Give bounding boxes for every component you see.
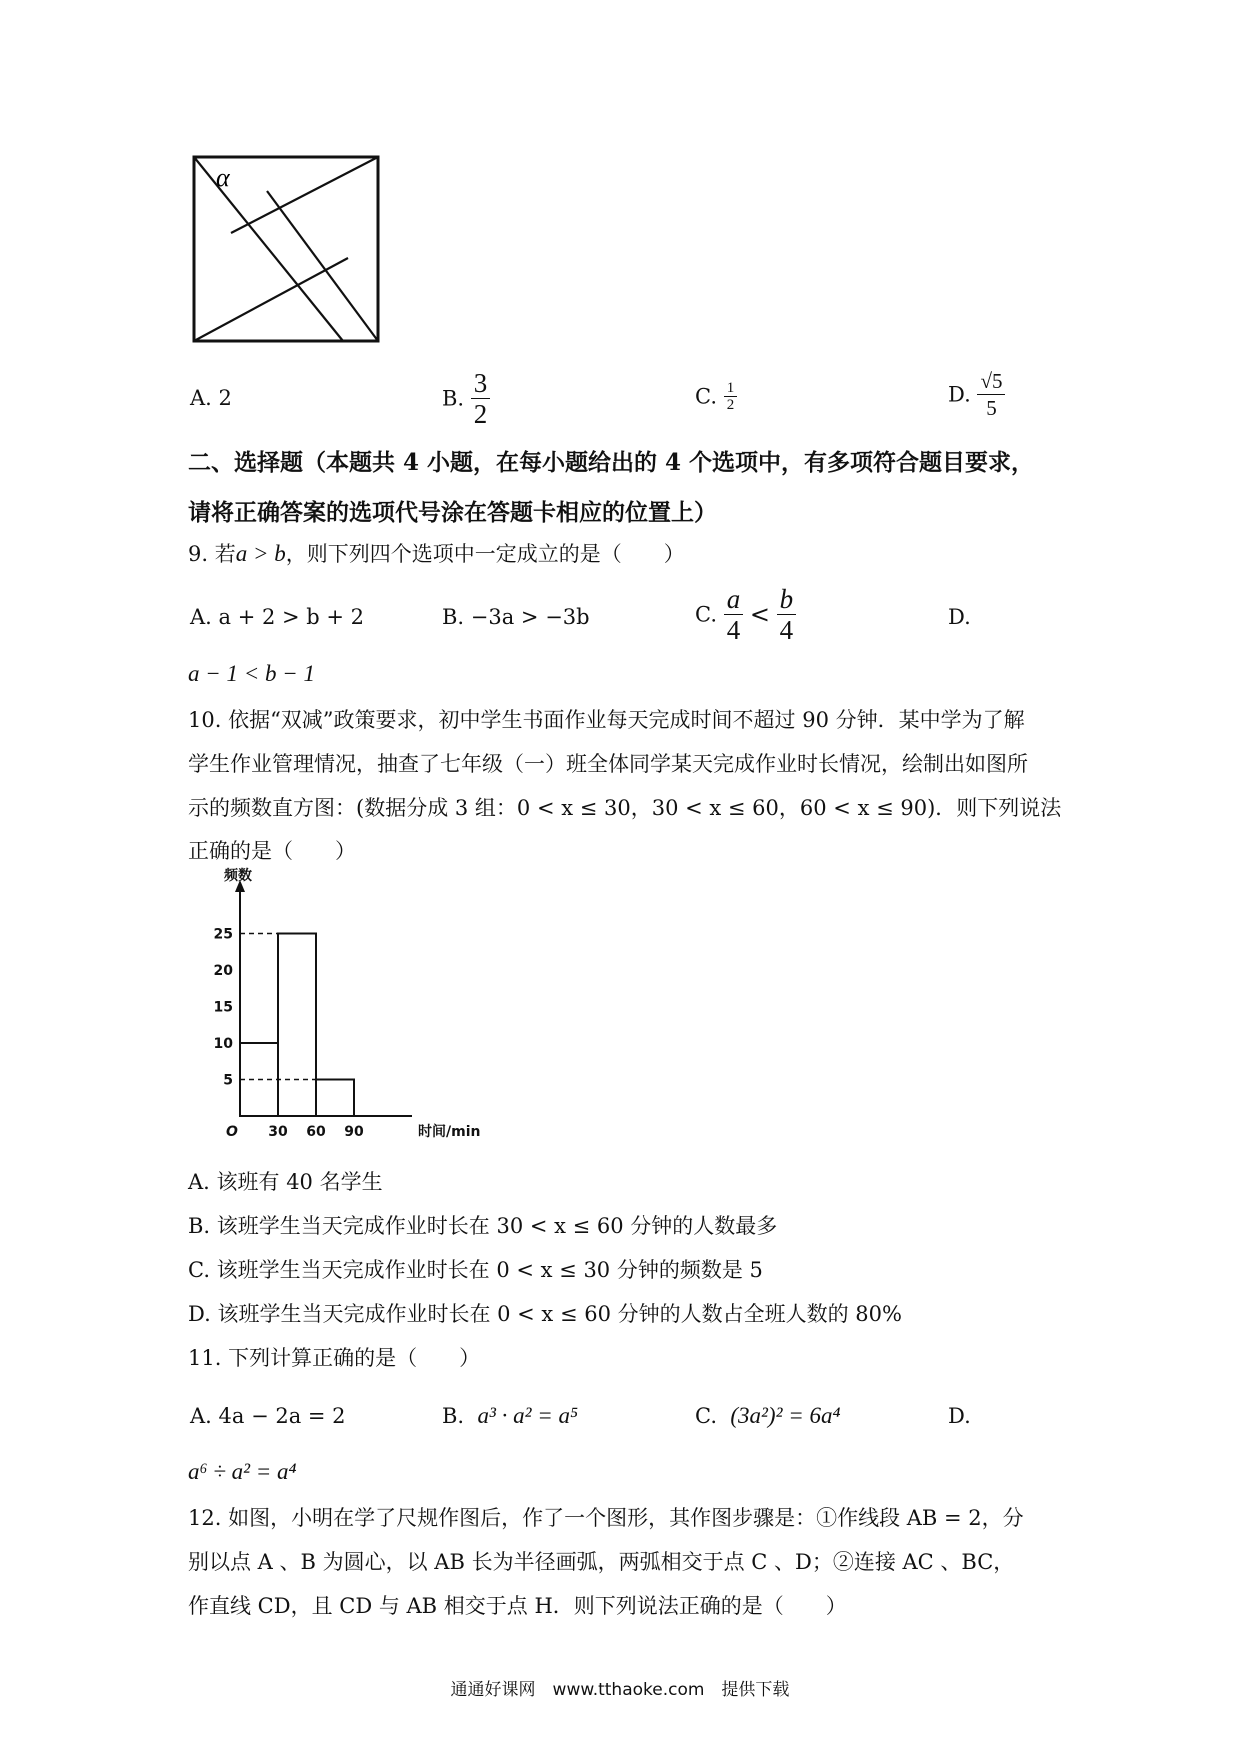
fraction-3-2: $\frac{3}{2}$ (471, 368, 491, 429)
q11-option-b: B. a³ · a² = a⁵ (442, 1403, 579, 1428)
section2-heading-line2: 请将正确答案的选项代号涂在答题卡相应的位置上） (188, 499, 717, 526)
q10-option-c: C. 该班学生当天完成作业时长在 0 < x ≤ 30 分钟的频数是 5 (188, 1258, 763, 1282)
angle-alpha-label: α (216, 163, 230, 192)
fraction-1-2: $\frac{1}{2}$ (724, 380, 738, 413)
q9-option-c: C. $\frac{a}{4}$ < $\frac{b}{4}$ (695, 584, 796, 645)
y-tick-label: 15 (213, 999, 233, 1016)
y-tick-label: 20 (213, 963, 233, 979)
q8-option-a: A. 2 (190, 386, 232, 410)
y-tick-label: 5 (223, 1072, 233, 1089)
x-tick-label: 90 (344, 1124, 364, 1140)
q11-option-d: D. (948, 1404, 971, 1428)
q10-stem-line4: 正确的是（ ） (188, 839, 356, 863)
q10-stem-line3: 示的频数直方图：(数据分成 3 组：0 < x ≤ 30，30 < x ≤ 60，60 < x ≤ 90)．则下列说法 (188, 796, 1062, 820)
q9-option-d: D. (948, 605, 971, 629)
q12-stem-line3: 作直线 CD，且 CD 与 AB 相交于点 H．则下列说法正确的是（ ） (188, 1594, 847, 1618)
x-tick-label: 60 (306, 1124, 326, 1140)
x-tick-label: O (226, 1124, 238, 1140)
histogram-bar (278, 934, 316, 1117)
q10-option-b: B. 该班学生当天完成作业时长在 30 < x ≤ 60 分钟的人数最多 (188, 1214, 778, 1238)
q9-option-b: B. −3a > −3b (442, 605, 590, 629)
page-footer: 通通好课网 www.tthaoke.com 提供下载 (450, 1680, 790, 1700)
section2-heading-line1: 二、选择题（本题共 4 小题，在每小题给出的 4 个选项中，有多项符合题目要求， (188, 449, 1035, 476)
q9-option-d-content: a − 1 < b − 1 (188, 661, 316, 686)
y-axis-label: 频数 (224, 868, 252, 884)
q10-stem-line1: 10. 依据“双减”政策要求，初中学生书面作业每天完成时间不超过 90 分钟．某中学为了解 (188, 708, 1025, 732)
q11-stem: 11. 下列计算正确的是（ ） (188, 1346, 481, 1370)
q12-stem-line1: 12. 如图，小明在学了尺规作图后，作了一个图形，其作图步骤是：①作线段 AB = 2，分 (188, 1506, 1024, 1530)
q12-stem-line2: 别以点 A 、B 为圆心，以 AB 长为半径画弧，两弧相交于点 C 、D；②连接 AC 、BC， (188, 1550, 1015, 1574)
x-tick-label: 30 (268, 1124, 288, 1140)
histogram-bar (316, 1080, 354, 1117)
y-tick-label: 10 (213, 1036, 233, 1052)
q10-option-d: D. 该班学生当天完成作业时长在 0 < x ≤ 60 分钟的人数占全班人数的 80% (188, 1302, 902, 1326)
q10-stem-line2: 学生作业管理情况，抽查了七年级（一）班全体同学某天完成作业时长情况，绘制出如图所 (188, 752, 1028, 776)
square-figure (188, 152, 388, 352)
q11-option-a: A. 4a − 2a = 2 (190, 1404, 346, 1428)
q11-option-c: C. (3a²)² = 6a⁴ (695, 1403, 841, 1428)
fraction-sqrt5-5: $\frac{√5}{5}$ (977, 368, 1005, 421)
q10-option-a: A. 该班有 40 名学生 (188, 1170, 383, 1194)
x-axis-label: 时间/min (418, 1124, 481, 1140)
q11-option-d-content: a⁶ ÷ a² = a⁴ (188, 1459, 297, 1484)
q8-option-b: B. $\frac{3}{2}$ (442, 368, 490, 429)
q8-option-d: D. $\frac{√5}{5}$ (948, 368, 1005, 421)
q9-option-a: A. a + 2 > b + 2 (190, 605, 365, 629)
q9-stem: 9. 若a > b，则下列四个选项中一定成立的是（ ） (188, 541, 685, 566)
y-tick-label: 25 (213, 926, 233, 943)
q8-option-c: C. $\frac{1}{2}$ (695, 380, 737, 413)
frequency-histogram (180, 868, 481, 1140)
